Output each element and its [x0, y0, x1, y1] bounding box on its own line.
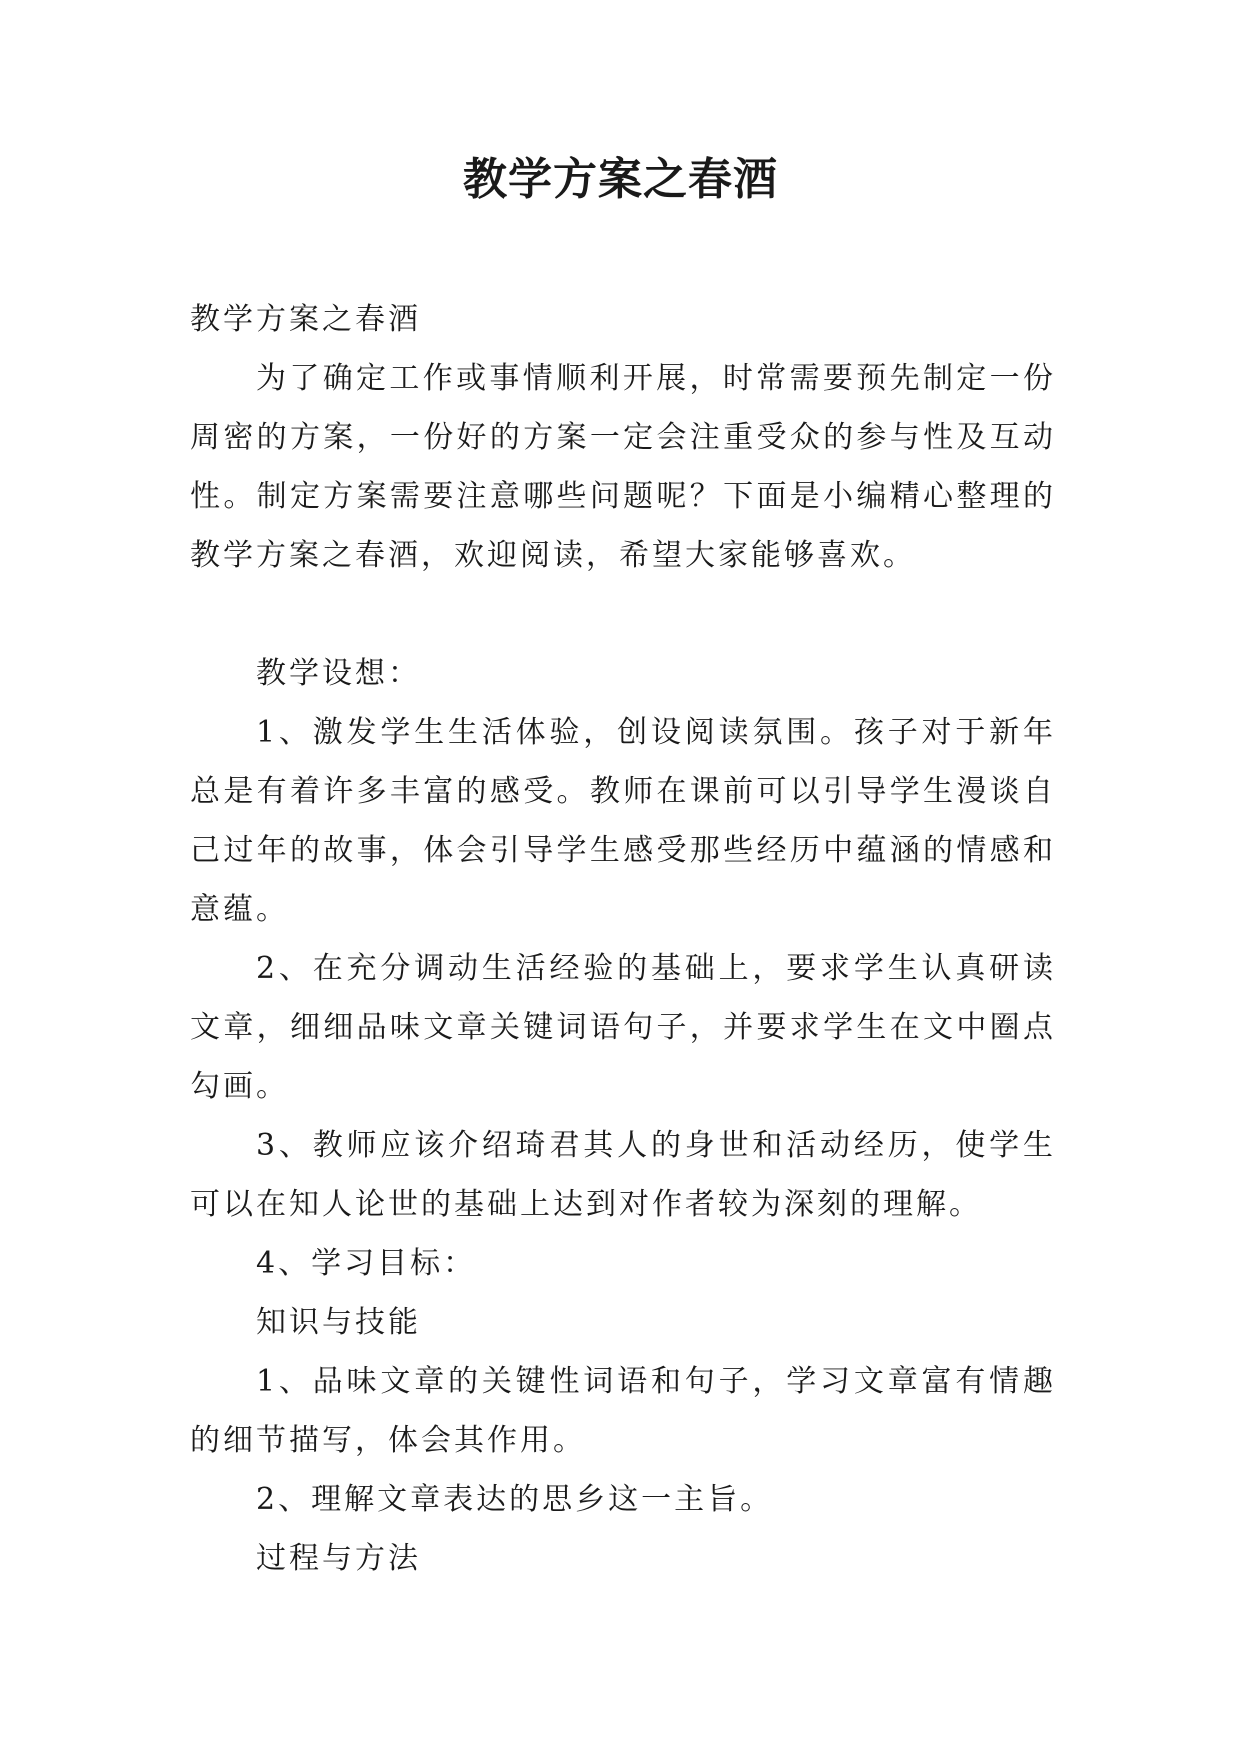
paragraph-item-4-heading: 4、学习目标：	[256, 1246, 477, 1281]
paragraph-spacer	[190, 585, 1056, 644]
subheading-knowledge-skills: 知识与技能	[256, 1305, 421, 1340]
document-body	[190, 290, 1056, 1588]
objective-item-2: 2、理解文章表达的思乡这一主旨。	[256, 1482, 774, 1517]
paragraph-item-1: 1、激发学生生活体验，创设阅读氛围。孩子对于新年总是有着许多丰富的感受。教师在课前可以引导学生漫谈自己过年的故事，体会引导学生感受那些经历中蕴涵的情感和意蕴。	[190, 715, 1056, 927]
objective-item-1: 1、品味文章的关键性词语和句子，学习文章富有情趣的细节描写，体会其作用。	[190, 1364, 1056, 1458]
paragraph-item-2: 2、在充分调动生活经验的基础上，要求学生认真研读文章，细细品味文章关键词语句子，并要求学生在文中圈点勾画。	[190, 951, 1056, 1104]
subheading-process-methods: 过程与方法	[256, 1541, 421, 1576]
paragraph-item-3: 3、教师应该介绍琦君其人的身世和活动经历，使学生可以在知人论世的基础上达到对作者较为深刻的理解。	[190, 1128, 1056, 1222]
document-subtitle: 教学方案之春酒	[190, 302, 421, 337]
section-heading-teaching-ideas: 教学设想：	[256, 656, 421, 691]
document-title: 教学方案之春酒	[463, 154, 778, 205]
intro-paragraph: 为了确定工作或事情顺利开展，时常需要预先制定一份周密的方案，一份好的方案一定会注重受众的参与性及互动性。制定方案需要注意哪些问题呢？下面是小编精心整理的教学方案之春酒，欢迎阅读，希望大家能够喜欢。	[190, 361, 1056, 573]
